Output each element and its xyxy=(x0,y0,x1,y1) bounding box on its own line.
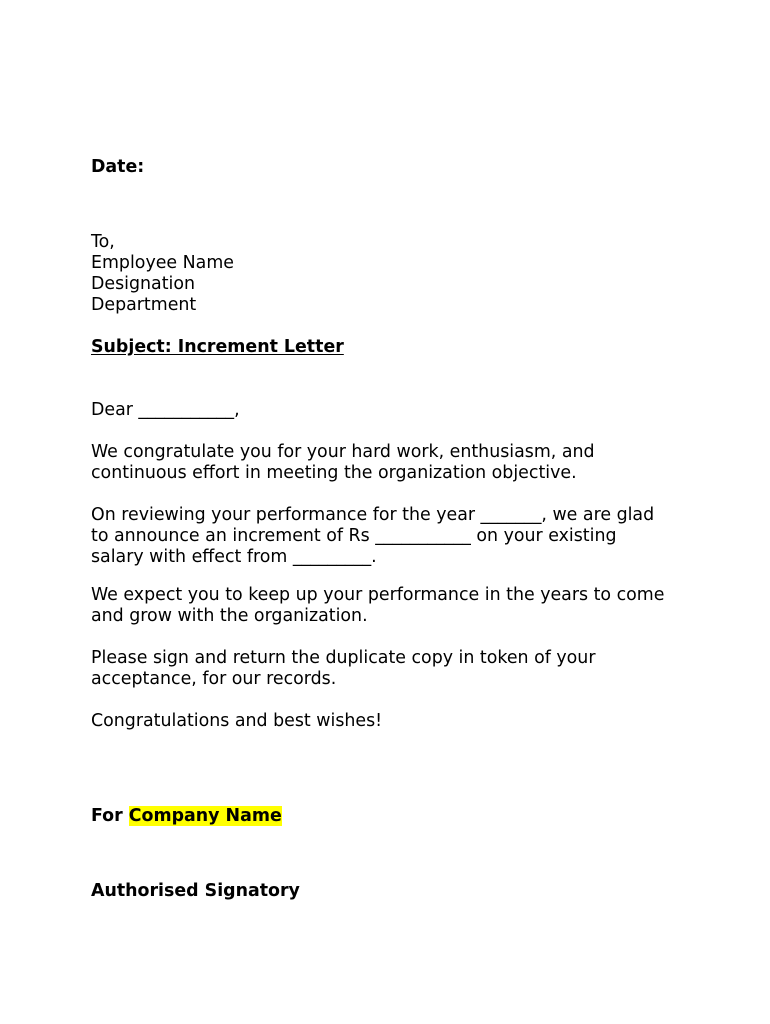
date-label: Date: xyxy=(91,157,145,177)
paragraph-line: Please sign and return the duplicate copy in token of your xyxy=(91,648,596,668)
recipient-to: To, xyxy=(91,232,115,252)
paragraph-congratulate xyxy=(91,442,731,484)
paragraph-line: salary with effect from _________. xyxy=(91,547,377,567)
paragraph-line: On reviewing your performance for the year _______, we are glad xyxy=(91,505,655,525)
salutation: Dear ___________, xyxy=(91,400,240,420)
recipient-name: Employee Name xyxy=(91,253,234,273)
paragraph-line: We congratulate you for your hard work, enthusiasm, and xyxy=(91,442,595,462)
paragraph-line: and grow with the organization. xyxy=(91,606,368,626)
paragraph-line: We expect you to keep up your performance in the years to come xyxy=(91,585,665,605)
recipient-block xyxy=(91,232,731,316)
closing-for-label: For xyxy=(91,806,123,826)
paragraph-increment xyxy=(91,505,731,568)
signatory-label: Authorised Signatory xyxy=(91,881,300,901)
paragraph-best-wishes xyxy=(91,711,731,732)
company-name: Company Name xyxy=(128,806,282,826)
paragraph-line: Congratulations and best wishes! xyxy=(91,711,383,731)
paragraph-line: acceptance, for our records. xyxy=(91,669,337,689)
subject-line: Subject: Increment Letter xyxy=(91,337,344,357)
paragraph-expectation xyxy=(91,585,731,627)
closing-line xyxy=(91,806,731,827)
paragraph-sign-return xyxy=(91,648,731,690)
recipient-designation: Designation xyxy=(91,274,196,294)
recipient-department: Department xyxy=(91,295,197,315)
paragraph-line: continuous effort in meeting the organization objective. xyxy=(91,463,577,483)
paragraph-line: to announce an increment of Rs ___________ on your existing xyxy=(91,526,617,546)
